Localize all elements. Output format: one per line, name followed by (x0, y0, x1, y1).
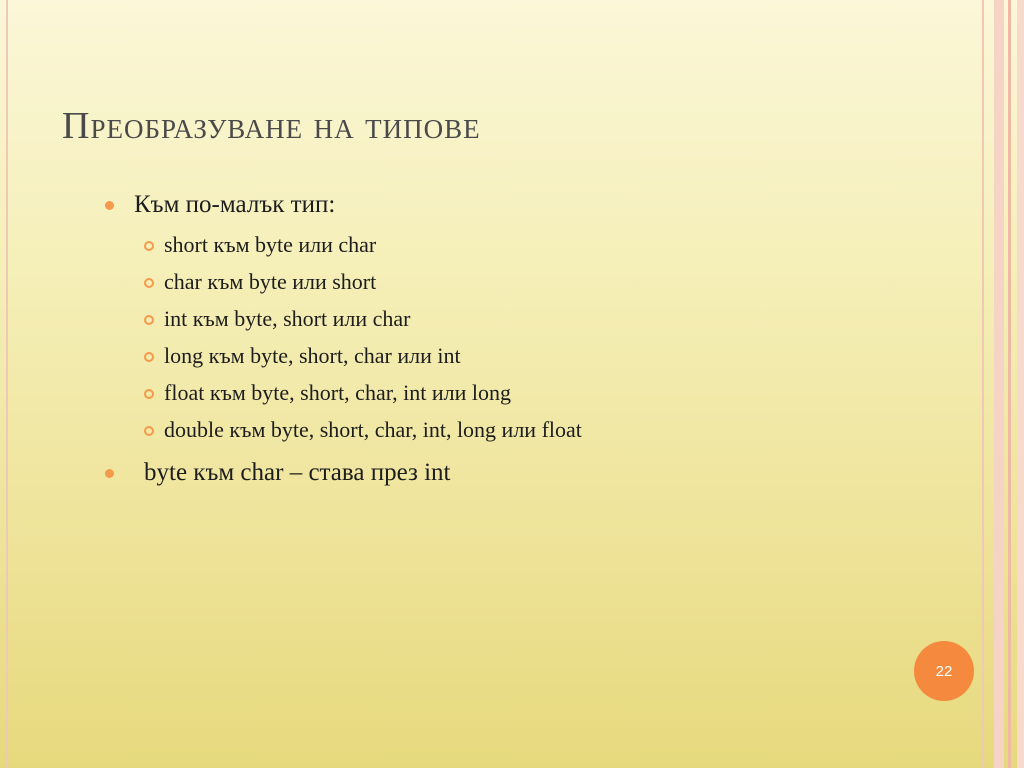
sub-bullet-item (144, 374, 964, 411)
sub-bullet-item (144, 226, 964, 263)
sub-bullet-item (144, 337, 964, 374)
bullet-dot-icon (105, 201, 114, 210)
slide-content (104, 188, 964, 490)
bullet-dot-icon (105, 469, 114, 478)
left-border-line (6, 0, 8, 768)
sub-bullet-item (144, 300, 964, 337)
sub-bullet-text: short към byte или char (164, 232, 377, 257)
page-number-badge (914, 641, 974, 701)
ring-bullet-icon (144, 241, 154, 251)
bullet-text: Към по-малък тип: (134, 191, 336, 218)
bullet-item (104, 456, 964, 490)
stripe (1017, 0, 1024, 768)
sub-bullet-text: char към byte или short (164, 269, 377, 294)
stripe (1008, 0, 1011, 768)
stripe (994, 0, 1004, 768)
ring-bullet-icon (144, 352, 154, 362)
stripe (982, 0, 984, 768)
slide-title: Преобразуване на типове (62, 105, 481, 147)
sub-bullet-text: double към byte, short, char, int, long или float (164, 417, 582, 442)
sub-bullet-text: int към byte, short или char (164, 306, 411, 331)
ring-bullet-icon (144, 278, 154, 288)
sub-bullet-text: float към byte, short, char, int или long (164, 380, 512, 405)
sub-bullet-item (144, 263, 964, 300)
sub-bullet-text: long към byte, short, char или int (164, 343, 461, 368)
bullet-text: byte към char – става през int (144, 459, 451, 486)
sub-bullet-list (104, 226, 964, 448)
sub-bullet-item (144, 411, 964, 448)
bullet-item (104, 188, 964, 222)
ring-bullet-icon (144, 389, 154, 399)
right-decorative-stripes (982, 0, 1024, 768)
ring-bullet-icon (144, 315, 154, 325)
page-number-text: 22 (935, 662, 953, 680)
ring-bullet-icon (144, 426, 154, 436)
